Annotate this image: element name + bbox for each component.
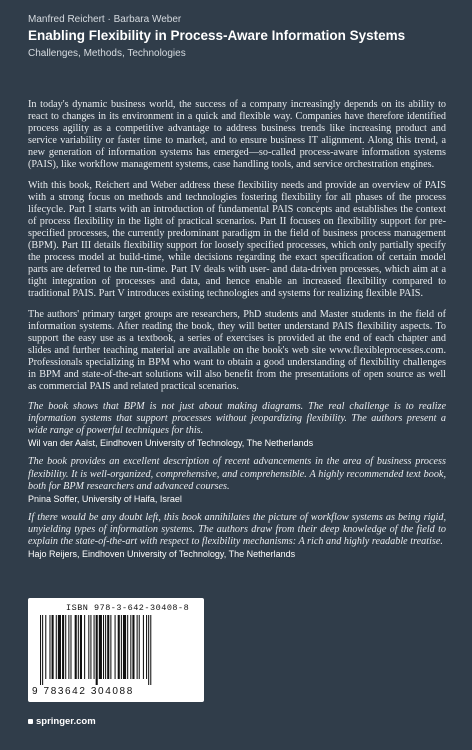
- review-quote: [28, 401, 446, 449]
- barcode-panel: [28, 598, 204, 702]
- quote-attribution: Pnina Soffer, University of Haifa, Israel: [28, 493, 182, 504]
- isbn-label: ISBN 978-3-642-30408-8: [66, 603, 190, 613]
- paragraph: The authors' primary target groups are researchers, PhD students and Master students in the field of information systems. After reading the book, they will better understand PAIS flexibility aspects. To support the easy use as a textbook, a series of exercises is provided at the end of each chapter and slides and further teaching material are available on the book's web site www.flexibleprocesses.com. Professionals specializing in BPM who want to obtain a good understanding of flexibility challenges in BPM and state-of-the-art solutions will also benefit from the presentations of open source as well as commercial PAIS and related practical scenarios.: [28, 308, 446, 393]
- authors: Manfred Reichert · Barbara Weber: [28, 14, 182, 25]
- quote-text: The book shows that BPM is not just about making diagrams. The real challenge is to realize information systems that support processes without jeopardizing flexibility. The authors present a wide range of powerful techniques for this.: [28, 401, 446, 437]
- quote-text: If there would be any doubt left, this book annihilates the picture of workflow systems as being rigid, unyielding types of information systems. The authors draw from their deep knowledge of the field to explain the state-of-the-art with respect to flexibility mechanisms: A rich and highly readable treatise.: [28, 511, 446, 547]
- barcode-digits: 9 783642 304088: [32, 686, 134, 697]
- barcode-icon: [38, 615, 194, 685]
- review-quote: [28, 456, 446, 504]
- quote-attribution: Wil van der Aalst, Eindhoven University of Technology, The Netherlands: [28, 438, 314, 449]
- quote-text: The book provides an excellent description of recent advancements in the area of business process flexibility. It is well-organized, comprehensive, and comprehensible. A highly recommended text book, both for BPM researchers and advanced courses.: [28, 456, 446, 492]
- quote-attribution: Hajo Reijers, Eindhoven University of Technology, The Netherlands: [28, 549, 296, 559]
- springer-mark-icon: [28, 719, 33, 724]
- book-subtitle: Challenges, Methods, Technologies: [28, 48, 186, 59]
- review-quote: [28, 512, 446, 560]
- paragraph: In today's dynamic business world, the success of a company increasingly depends on its ability to react to changes in its environment in a quick and flexible way. Companies have therefore identified process agility as a competitive advantage to address business trends like increasing product and service variability or faster time to market, and to ensure business IT alignment. Along this trend, a new generation of information systems has emerged—so-called process-aware information systems (PAIS), like workflow management systems, case handling tools, and service orchestration engines.: [28, 99, 446, 171]
- paragraph: With this book, Reichert and Weber address these flexibility needs and provide an overview of PAIS with a strong focus on methods and technologies fostering flexibility for all phases of the process lifecycle. Part I starts with an introduction of fundamental PAIS concepts and establishes the context of process flexibility in the light of practical scenarios. Part II focuses on flexibility support for pre-specified processes, the currently predominant paradigm in the field of business process management (BPM). Part III details flexibility support for loosely specified processes, which only partially specify the process model at build-time, while decisions regarding the exact specification of certain model parts are deferred to the run-time. Part IV deals with user- and data-driven processes, which aim at a tight integration of processes and data, and hence enable an increased flexibility compared to traditional PAIS. Part V introduces existing technologies and systems for realizing flexible PAIS.: [28, 179, 446, 300]
- blurb: [28, 99, 446, 567]
- publisher-url: springer.com: [36, 716, 96, 727]
- book-title: Enabling Flexibility in Process-Aware Information Systems: [28, 28, 406, 43]
- publisher-logo: [28, 716, 96, 727]
